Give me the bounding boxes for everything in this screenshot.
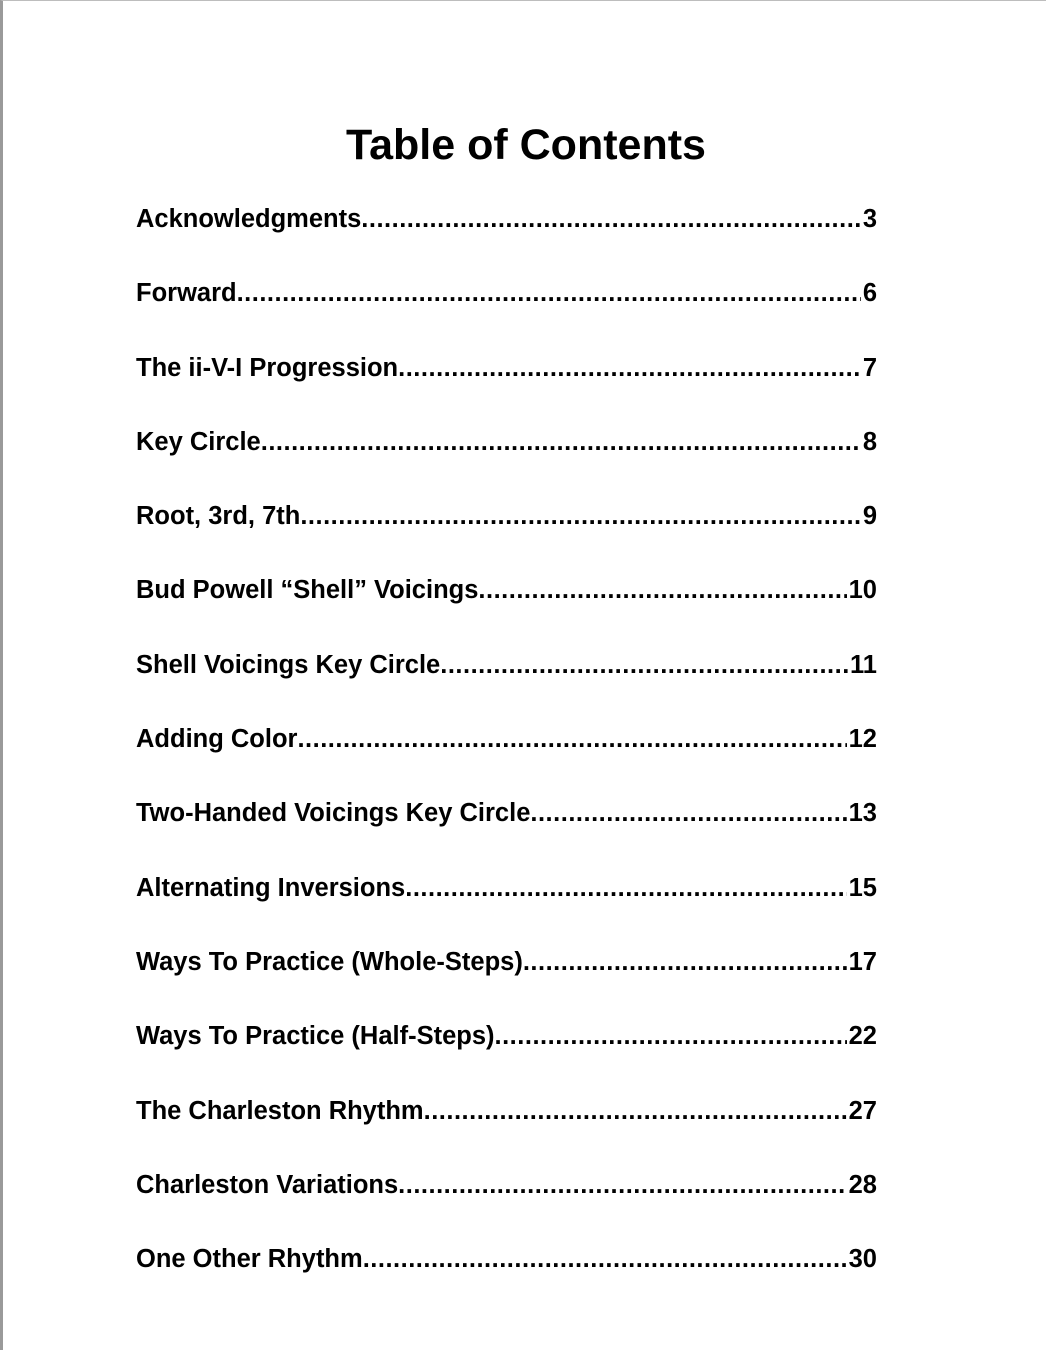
toc-dot-leader (237, 273, 861, 313)
toc-entry[interactable] (136, 1091, 877, 1165)
toc-dot-leader (398, 348, 861, 388)
toc-dot-leader (261, 422, 861, 462)
toc-dot-leader (363, 1239, 847, 1279)
toc-dot-leader (405, 868, 846, 908)
toc-entry-page-number: 6 (862, 279, 877, 308)
toc-entry-page-number: 12 (848, 725, 877, 754)
toc-entry-label: Shell Voicings Key Circle (136, 650, 441, 679)
toc-entry-label: Charleston Variations (136, 1170, 399, 1199)
toc-entry-page-number: 13 (848, 799, 877, 828)
toc-entry-label: Alternating Inversions (136, 873, 406, 902)
toc-entry[interactable] (136, 719, 877, 793)
table-of-contents (136, 199, 877, 1313)
toc-entry-page-number: 3 (862, 205, 877, 233)
toc-dot-leader (478, 570, 846, 610)
toc-entry-label: Acknowledgments (136, 205, 362, 233)
toc-dot-leader (297, 719, 846, 759)
toc-entry[interactable] (136, 496, 877, 570)
toc-entry[interactable] (136, 348, 877, 422)
page-title: Table of Contents (346, 121, 706, 169)
toc-entry[interactable] (136, 793, 877, 867)
toc-entry-page-number: 15 (848, 873, 877, 902)
toc-entry-page-number: 27 (848, 1096, 877, 1125)
toc-entry-page-number: 28 (848, 1170, 877, 1199)
toc-dot-leader (398, 1165, 846, 1205)
toc-entry-page-number: 11 (850, 650, 877, 679)
toc-entry-label: Root, 3rd, 7th (136, 502, 301, 531)
toc-entry-label: Adding Color (136, 725, 298, 754)
toc-entry-label: Ways To Practice (Whole-Steps) (136, 947, 523, 976)
toc-dot-leader (300, 496, 860, 536)
toc-entry-label: The ii-V-I Progression (136, 353, 399, 382)
toc-entry[interactable] (136, 1016, 877, 1090)
toc-entry[interactable] (136, 868, 877, 942)
toc-entry-page-number: 9 (862, 502, 877, 531)
toc-entry-label: Forward (136, 279, 237, 308)
toc-entry-page-number: 30 (848, 1245, 877, 1274)
toc-entry-label: Bud Powell “Shell” Voicings (136, 576, 479, 605)
toc-entry-page-number: 7 (862, 353, 877, 382)
toc-entry-label: One Other Rhythm (136, 1245, 363, 1274)
toc-entry[interactable] (136, 645, 877, 719)
toc-dot-leader (440, 645, 848, 685)
toc-dot-leader (495, 1016, 847, 1056)
toc-entry[interactable] (136, 570, 877, 644)
toc-entry-label: Ways To Practice (Half-Steps) (136, 1022, 495, 1051)
toc-dot-leader (530, 793, 846, 833)
toc-entry-page-number: 17 (848, 947, 877, 976)
toc-entry-page-number: 10 (848, 576, 877, 605)
toc-dot-leader (424, 1091, 847, 1131)
toc-entry-label: Two-Handed Voicings Key Circle (136, 799, 531, 828)
toc-dot-leader (361, 199, 861, 239)
toc-entry[interactable] (136, 199, 877, 273)
toc-entry-page-number: 8 (862, 427, 877, 456)
toc-dot-leader (523, 942, 847, 982)
toc-entry-label: The Charleston Rhythm (136, 1096, 424, 1125)
toc-entry[interactable] (136, 942, 877, 1016)
toc-entry[interactable] (136, 1165, 877, 1239)
toc-entry[interactable] (136, 273, 877, 347)
toc-entry-label: Key Circle (136, 427, 261, 456)
toc-entry[interactable] (136, 422, 877, 496)
toc-entry[interactable] (136, 1239, 877, 1313)
toc-entry-page-number: 22 (848, 1022, 877, 1051)
